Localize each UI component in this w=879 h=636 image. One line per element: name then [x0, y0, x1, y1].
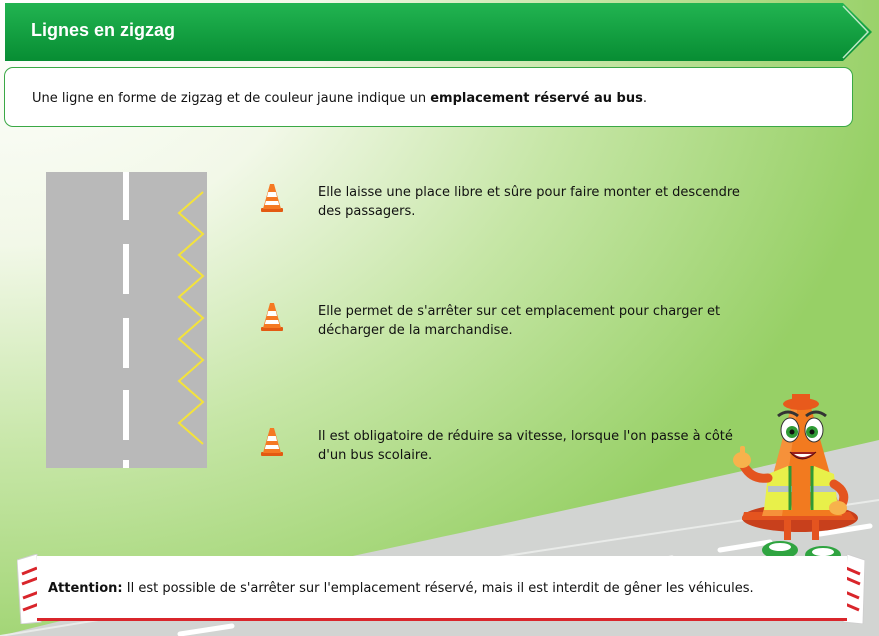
item-text: Elle laisse une place libre et sûre pour faire monter et descendre des passagers. — [318, 185, 740, 219]
traffic-cone-icon — [261, 302, 283, 332]
attention-message: Il est possible de s'arrêter sur l'emplacement réservé, mais il est interdit de gêner les véhicules. — [122, 581, 754, 596]
attention-text — [48, 581, 754, 596]
page-title: Lignes en zigzag — [31, 20, 176, 40]
traffic-cone-icon — [261, 183, 283, 213]
cone-mascot-illustration — [730, 392, 862, 572]
attention-label: Attention: — [48, 581, 123, 596]
intro-box — [4, 67, 853, 127]
zigzag-lane-illustration — [46, 172, 208, 468]
traffic-cone-icon — [261, 427, 283, 457]
intro-text: Une ligne en forme de zigzag et de couleur jaune indique un emplacement réservé au bus. — [32, 91, 647, 106]
item-text: Elle permet de s'arrêter sur cet emplacement pour charger et décharger de la marchandise. — [318, 304, 721, 338]
item-text: Il est obligatoire de réduire sa vitesse, lorsque l'on passe à côté d'un bus scolaire. — [318, 429, 733, 463]
